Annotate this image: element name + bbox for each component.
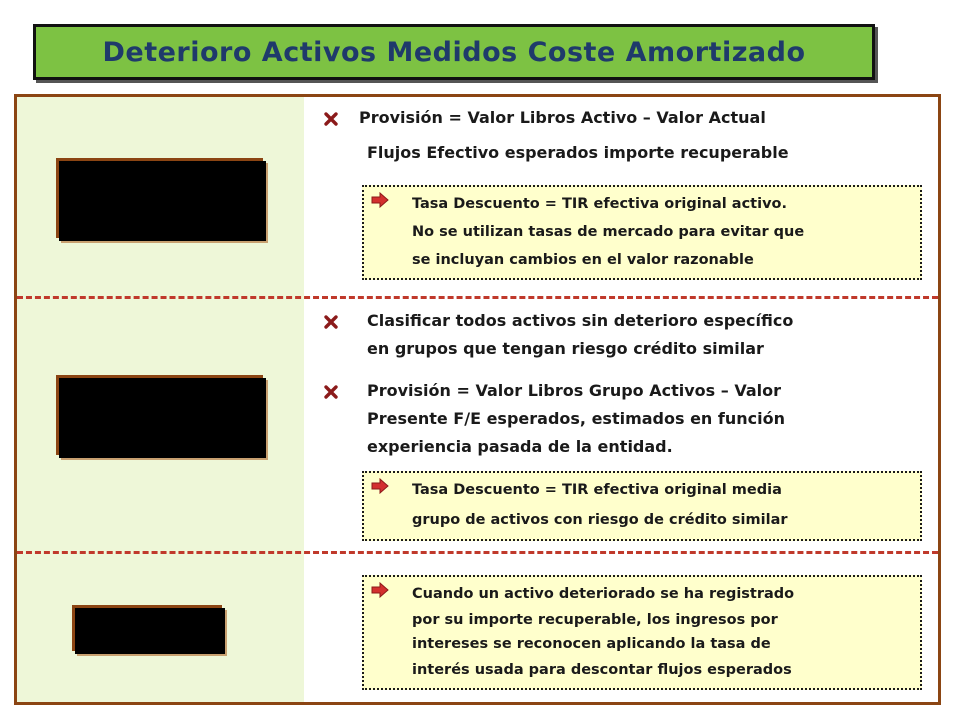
discount-rate-box-2 <box>362 471 922 541</box>
page-title: Deterioro Activos Medidos Coste Amortizado <box>102 36 806 68</box>
discount-rate-box-1 <box>362 185 922 280</box>
box1-line3: se incluyan cambios en el valor razonable <box>412 252 754 268</box>
bullet-provision-line1: Provisión = Valor Libros Activo – Valor Actual <box>359 108 766 127</box>
interest-income-box <box>362 575 922 690</box>
bullet-group-provision-line2: Presente F/E esperados, estimados en función <box>367 409 785 428</box>
redacted-label-1 <box>59 161 266 241</box>
bullet-group-provision-line3: experiencia pasada de la entidad. <box>367 437 673 456</box>
bullet-group-provision-line1: Provisión = Valor Libros Grupo Activos – Valor <box>367 381 781 400</box>
box3-line4: interés usada para descontar flujos esperados <box>412 662 792 678</box>
box3-line1: Cuando un activo deteriorado se ha registrado <box>412 586 795 602</box>
x-mark-icon <box>323 314 339 330</box>
bullet-classify-line1: Clasificar todos activos sin deterioro específico <box>367 311 794 330</box>
section-divider-1 <box>17 296 938 299</box>
arrow-right-icon <box>370 192 390 208</box>
bullet-classify-line2: en grupos que tengan riesgo crédito similar <box>367 339 764 358</box>
box2-line1: Tasa Descuento = TIR efectiva original media <box>412 482 782 498</box>
x-mark-icon <box>323 111 339 127</box>
box2-line2: grupo de activos con riesgo de crédito similar <box>412 512 788 528</box>
section-divider-2 <box>17 551 938 554</box>
box1-line1: Tasa Descuento = TIR efectiva original activo. <box>412 196 788 212</box>
box3-line3: intereses se reconocen aplicando la tasa de <box>412 636 771 652</box>
x-mark-icon <box>323 384 339 400</box>
box3-line2: por su importe recuperable, los ingresos por <box>412 612 778 628</box>
content-frame <box>14 94 941 705</box>
arrow-right-icon <box>370 582 390 598</box>
redacted-label-2 <box>59 378 266 458</box>
title-banner <box>33 24 875 80</box>
redacted-label-3 <box>75 608 225 654</box>
arrow-right-icon <box>370 478 390 494</box>
bullet-provision-line2: Flujos Efectivo esperados importe recuperable <box>367 143 789 162</box>
box1-line2: No se utilizan tasas de mercado para evitar que <box>412 224 805 240</box>
